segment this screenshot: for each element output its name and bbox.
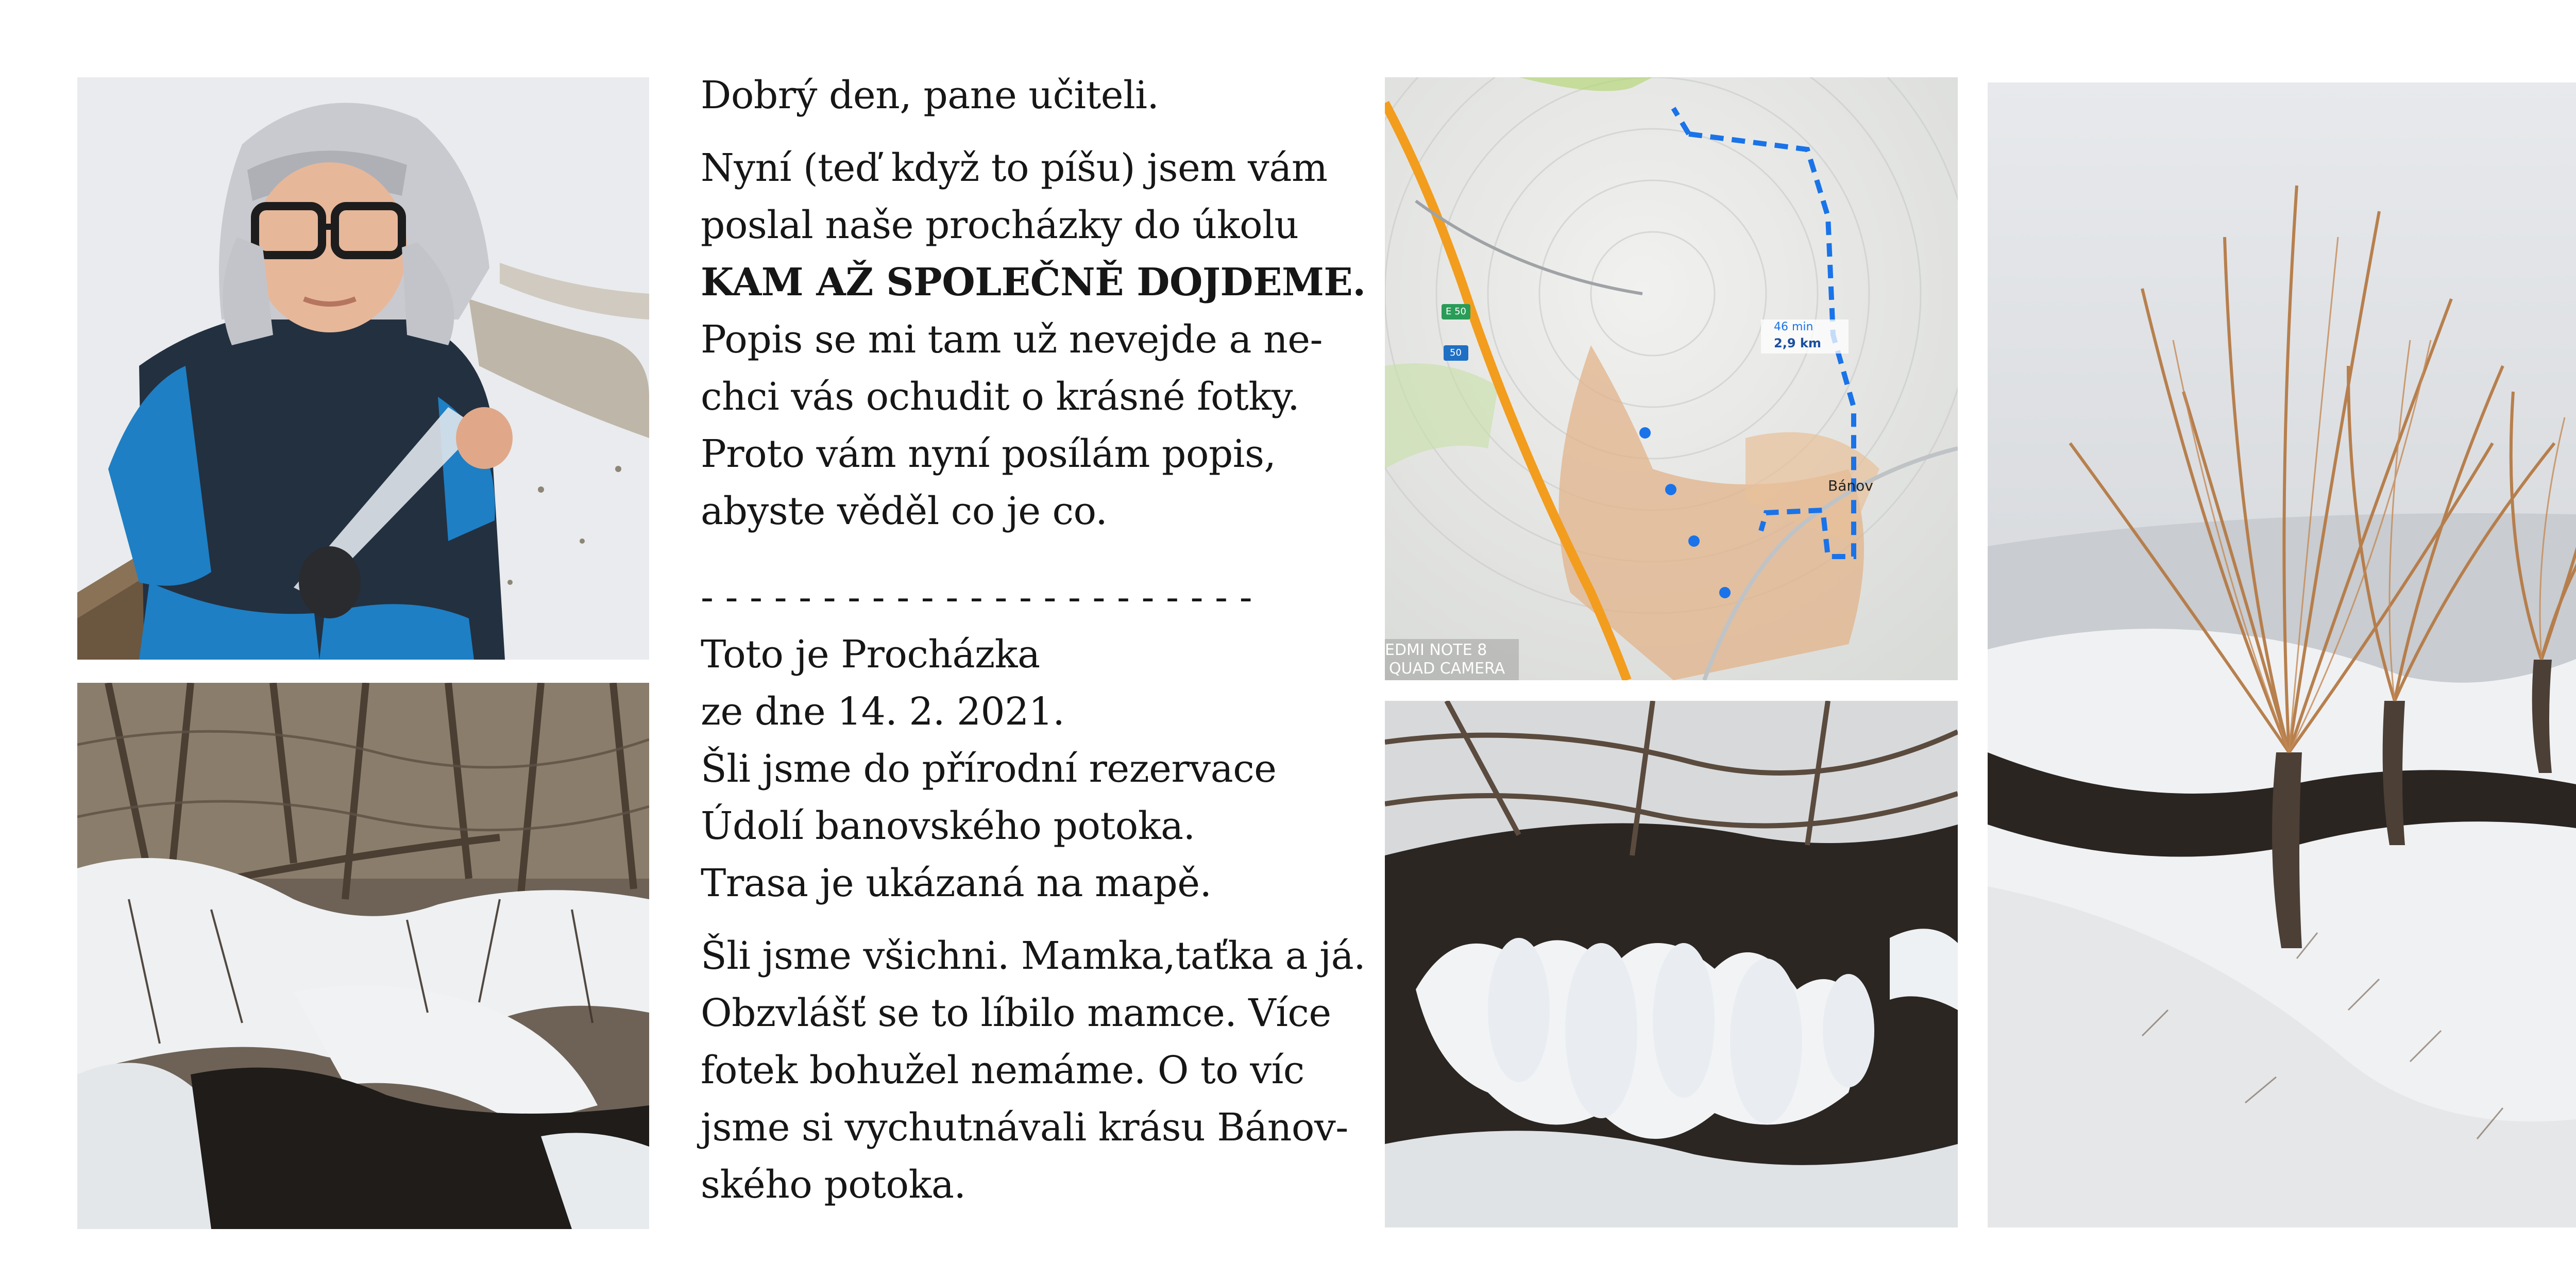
intro-paragraph [701,140,1365,540]
intro-line: Popis se mi tam už nevejde a ne- [701,317,1323,362]
closing-paragraph [701,928,1365,1214]
walk-line: Šli jsme do přírodní rezervace [701,747,1277,791]
intro-line: Proto vám nyní posílám popis, [701,432,1276,476]
photo-ice-branches [1385,701,1958,1227]
road-number: 50 [1450,347,1462,358]
photo-route-map [1385,77,1958,680]
photo-snowy-stream [77,683,649,1229]
closing-line: Šli jsme všichni. Mamka,taťka a já. [701,934,1366,978]
closing-line: ského potoka. [701,1163,966,1207]
route-time: 46 min [1774,321,1814,333]
separator: - - - - - - - - - - - - - - - - - - - - - - - [701,575,1252,619]
intro-line: chci vás ochudit o krásné fotky. [701,375,1300,419]
assignment-title: KAM AŽ SPOLEČNĚ DOJDEME. [701,260,1366,305]
walk-paragraph [701,626,1365,912]
walk-line: ze dne 14. 2. 2021. [701,690,1065,734]
intro-line: poslal naše procházky do úkolu [701,203,1299,247]
closing-line: jsme si vychutnávali krásu Bánov- [701,1105,1348,1150]
walk-line: Trasa je ukázaná na mapě. [701,861,1212,905]
intro-line: abyste věděl co je co. [701,489,1108,533]
photo-boy-with-icicle [77,77,649,660]
village-label: Bánov [1828,477,1873,494]
closing-line: fotek bohužel nemáme. O to víc [701,1048,1304,1092]
camera-watermark: EDMI NOTE 8 [1385,641,1487,659]
photo-willows-creek [1988,82,2576,1227]
letter-text [701,67,1365,1214]
greeting: Dobrý den, pane učiteli. [701,73,1159,117]
walk-line: Toto je Procházka [701,632,1040,677]
intro-line: Nyní (teď když to píšu) jsem vám [701,146,1328,190]
walk-line: Údolí banovského potoka. [701,804,1195,848]
closing-line: Obzvlášť se to líbilo mamce. Více [701,991,1331,1035]
camera-watermark: QUAD CAMERA [1389,660,1505,678]
road-badge: E 50 [1446,306,1466,317]
route-distance: 2,9 km [1774,336,1821,350]
